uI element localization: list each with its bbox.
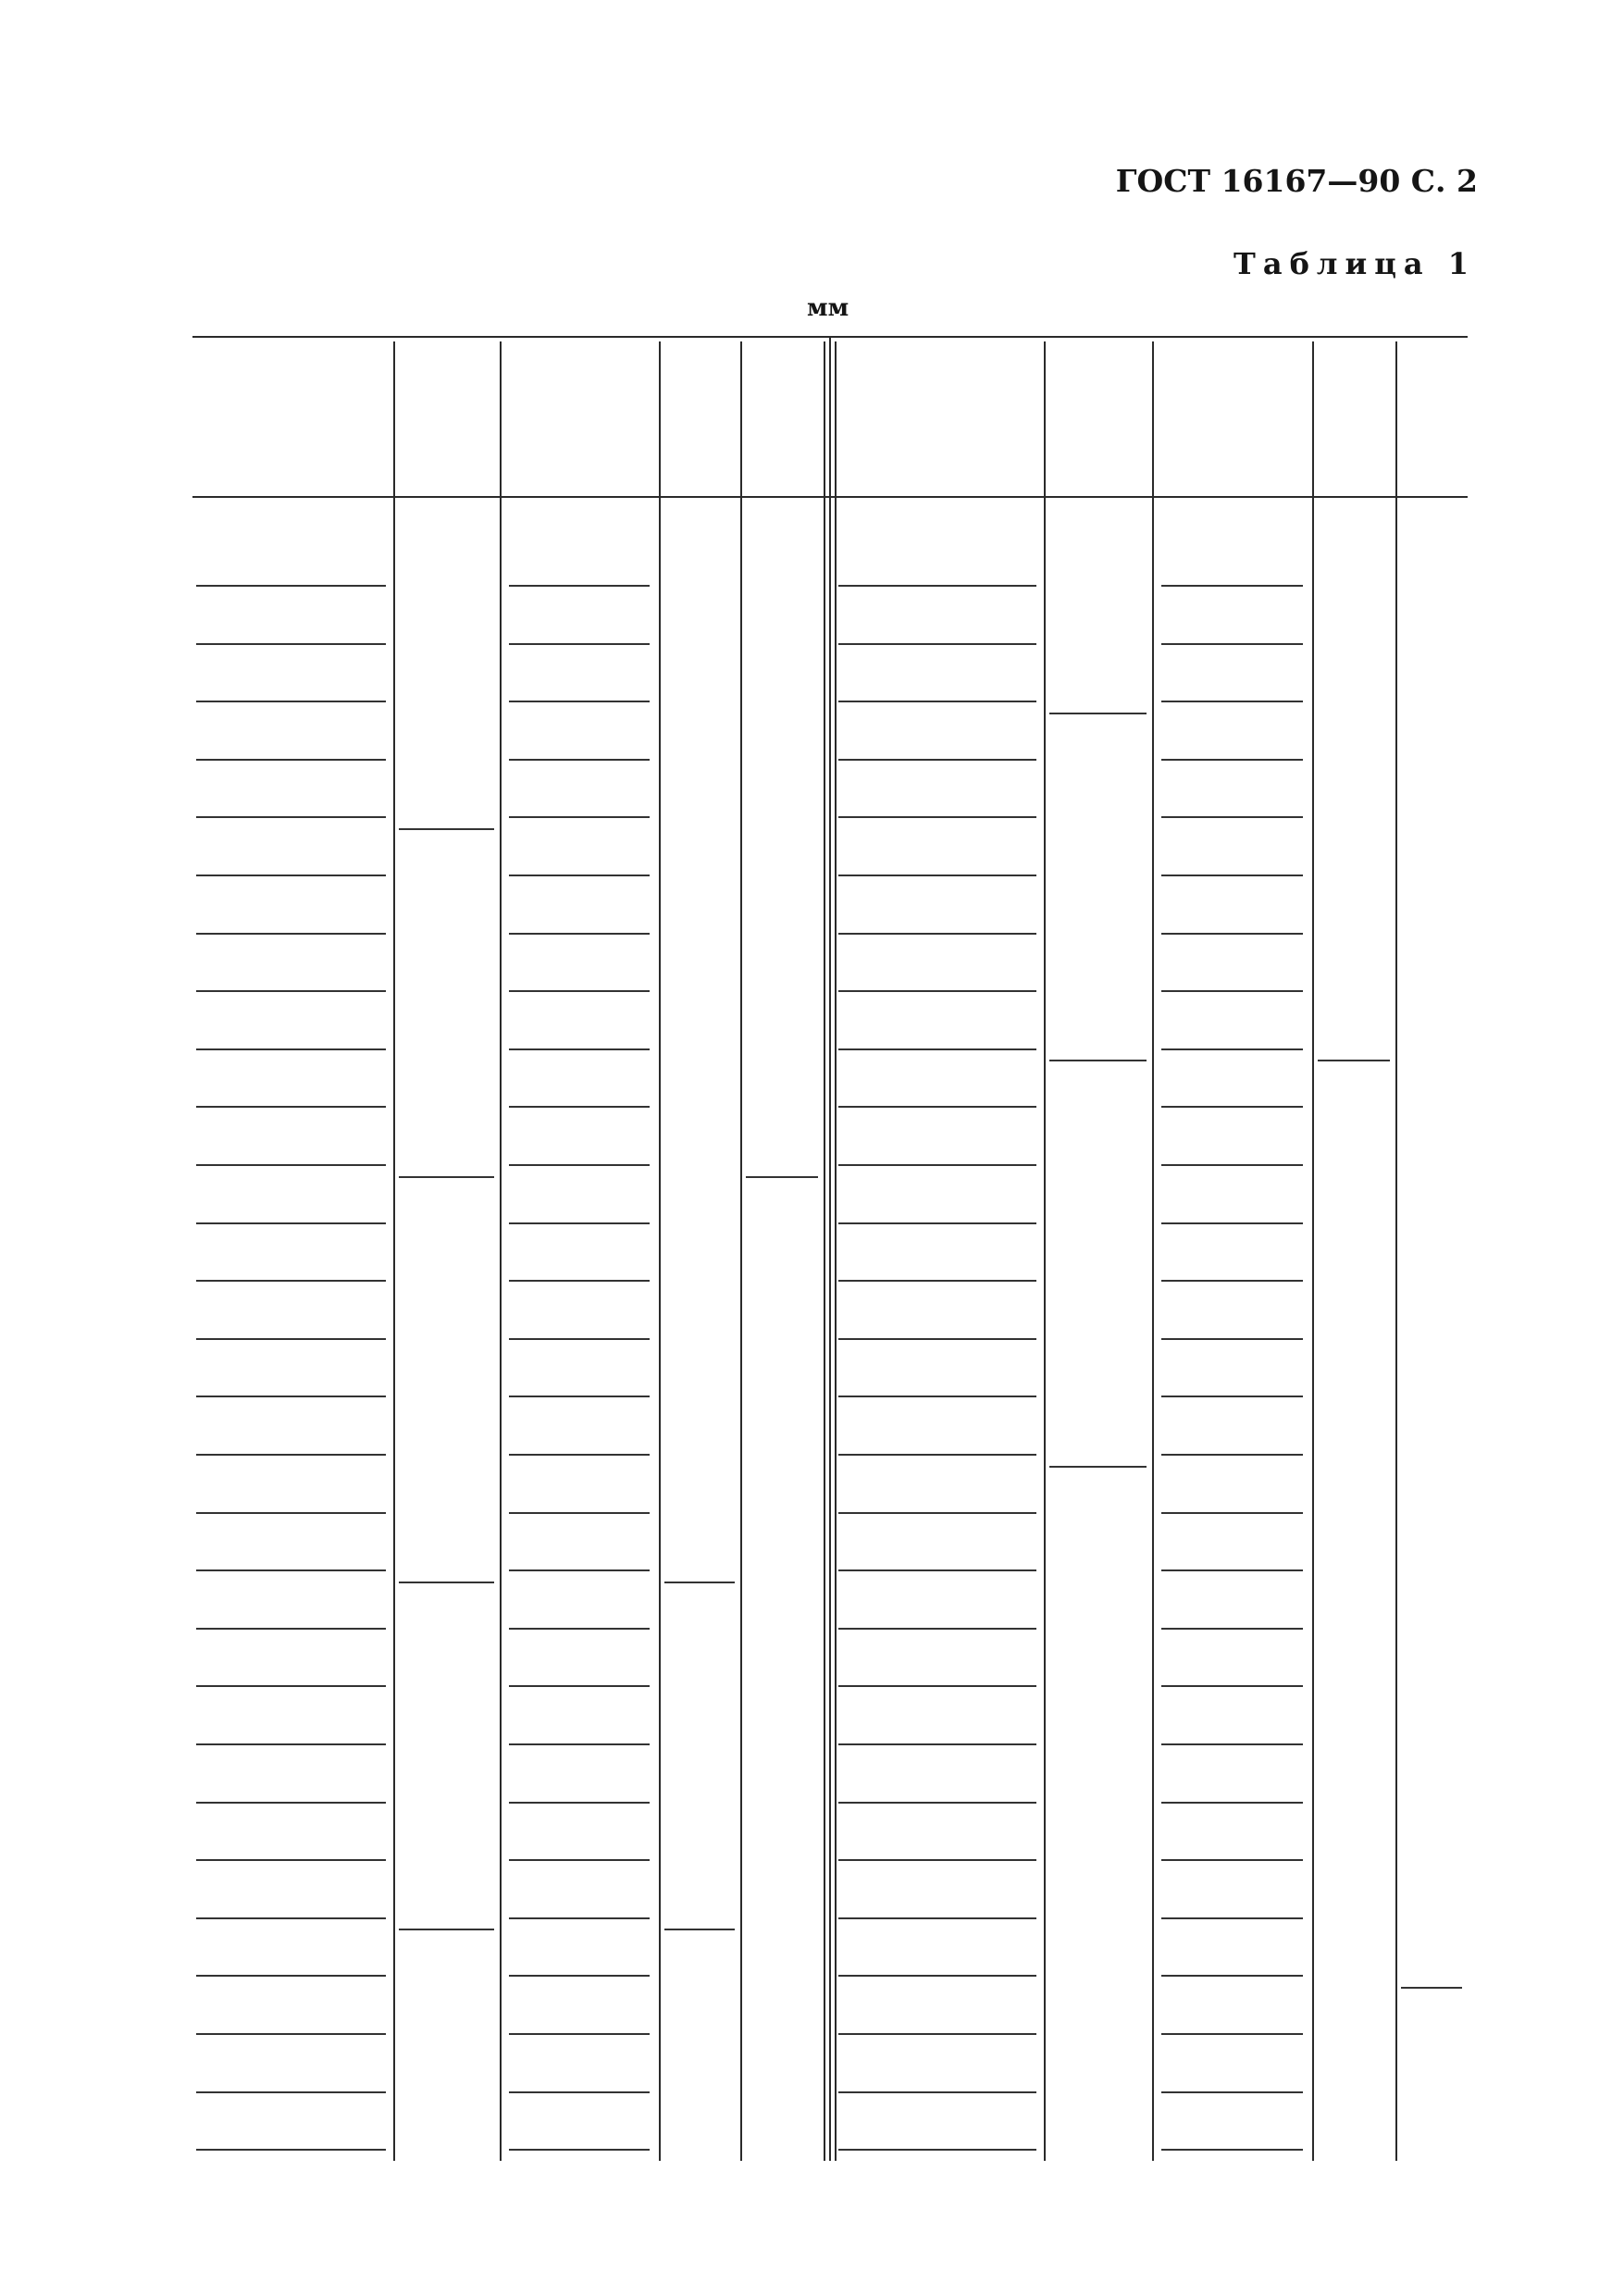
code-underline [838,1222,1036,1224]
t-underline [1161,816,1303,818]
code-underline [838,2091,1036,2093]
code-underline [196,643,386,645]
t-underline [1161,1164,1303,1166]
code-underline [838,1048,1036,1050]
code-underline [196,990,386,992]
group-divider [399,1582,494,1583]
left-column-rule [740,341,742,2161]
t-underline [509,933,650,935]
code-underline [838,2033,1036,2035]
t-underline [1161,2033,1303,2035]
code-underline [838,875,1036,876]
t-underline [1161,1975,1303,1977]
group-divider [664,1929,735,1930]
code-underline [196,1685,386,1687]
t-underline [509,1743,650,1745]
t-underline [509,1628,650,1630]
t-underline [1161,1338,1303,1340]
code-underline [838,1106,1036,1108]
code-underline [838,1743,1036,1745]
t-underline [509,2091,650,2093]
t-underline [509,1569,650,1571]
code-underline [196,875,386,876]
code-underline [838,990,1036,992]
code-underline [196,1222,386,1224]
code-underline [838,933,1036,935]
code-underline [196,1164,386,1166]
code-underline [196,2091,386,2093]
code-underline [196,1917,386,1919]
t-underline [1161,1106,1303,1108]
table-center-rule [829,336,831,2161]
t-underline [1161,1454,1303,1456]
t-underline [509,585,650,587]
right-column-rule [1312,341,1314,2161]
group-divider [1049,713,1147,714]
t-underline [509,1222,650,1224]
t-underline [509,1280,650,1282]
t-underline [1161,1222,1303,1224]
code-underline [838,585,1036,587]
code-underline [196,1859,386,1861]
t-underline [1161,1396,1303,1397]
group-divider [1049,1060,1147,1061]
code-underline [838,1917,1036,1919]
t-underline [1161,990,1303,992]
t-underline [509,1859,650,1861]
left-column-rule [500,341,502,2161]
code-underline [838,1685,1036,1687]
code-underline [196,1396,386,1397]
code-underline [838,1338,1036,1340]
t-underline [1161,875,1303,876]
t-underline [509,1685,650,1687]
t-underline [509,990,650,992]
group-divider [399,1176,494,1178]
code-underline [838,701,1036,702]
t-underline [509,643,650,645]
code-underline [196,1106,386,1108]
t-underline [509,1396,650,1397]
code-underline [838,1975,1036,1977]
code-underline [196,1512,386,1514]
code-underline [838,1802,1036,1804]
t-underline [509,1975,650,1977]
group-divider [664,1582,735,1583]
group-divider [399,1929,494,1930]
code-underline [196,816,386,818]
right-column-rule [1395,341,1397,2161]
code-underline [838,1164,1036,1166]
code-underline [838,1859,1036,1861]
right-column-rule [1152,341,1154,2161]
code-underline [196,1802,386,1804]
t-underline [509,701,650,702]
group-divider [1401,1987,1462,1989]
t-underline [1161,2091,1303,2093]
code-underline [196,1628,386,1630]
right-column-rule [835,341,837,2161]
t-underline [509,875,650,876]
code-underline [196,1048,386,1050]
t-underline [1161,1917,1303,1919]
code-underline [196,933,386,935]
group-divider [746,1176,818,1178]
group-divider [399,828,494,830]
code-underline [838,643,1036,645]
group-divider [1049,1466,1147,1468]
t-underline [509,1164,650,1166]
group-divider [1318,1060,1390,1061]
code-underline [196,1569,386,1571]
unit-label: мм [807,294,849,322]
code-underline [196,1975,386,1977]
t-underline [1161,1802,1303,1804]
t-underline [509,2033,650,2035]
t-underline [509,2149,650,2151]
code-underline [838,1569,1036,1571]
code-underline [838,1454,1036,1456]
code-underline [838,1512,1036,1514]
code-underline [196,2033,386,2035]
code-underline [196,701,386,702]
t-underline [1161,1280,1303,1282]
t-underline [1161,1859,1303,1861]
t-underline [1161,643,1303,645]
code-underline [196,1454,386,1456]
code-underline [196,1338,386,1340]
code-underline [838,759,1036,761]
code-underline [838,2149,1036,2151]
t-underline [1161,1743,1303,1745]
t-underline [509,816,650,818]
t-underline [1161,933,1303,935]
code-underline [196,759,386,761]
code-underline [196,585,386,587]
code-underline [838,1628,1036,1630]
t-underline [509,1106,650,1108]
left-column-rule [393,341,395,2161]
t-underline [1161,1685,1303,1687]
left-column-rule [824,341,825,2161]
t-underline [1161,585,1303,587]
t-underline [1161,2149,1303,2151]
t-underline [1161,759,1303,761]
right-column-rule [1044,341,1046,2161]
code-underline [838,1280,1036,1282]
t-underline [1161,1512,1303,1514]
t-underline [509,1802,650,1804]
document-title: ГОСТ 16167—90 С. 2 [1115,163,1478,199]
t-underline [509,1917,650,1919]
code-underline [838,816,1036,818]
code-underline [196,1743,386,1745]
t-underline [509,1512,650,1514]
code-underline [838,1396,1036,1397]
t-underline [509,1454,650,1456]
t-underline [509,1048,650,1050]
t-underline [509,759,650,761]
t-underline [1161,1048,1303,1050]
t-underline [1161,1569,1303,1571]
t-underline [1161,1628,1303,1630]
code-underline [196,1280,386,1282]
t-underline [509,1338,650,1340]
left-column-rule [659,341,661,2161]
t-underline [1161,701,1303,702]
code-underline [196,2149,386,2151]
table-caption: Таблица 1 [1233,246,1476,281]
